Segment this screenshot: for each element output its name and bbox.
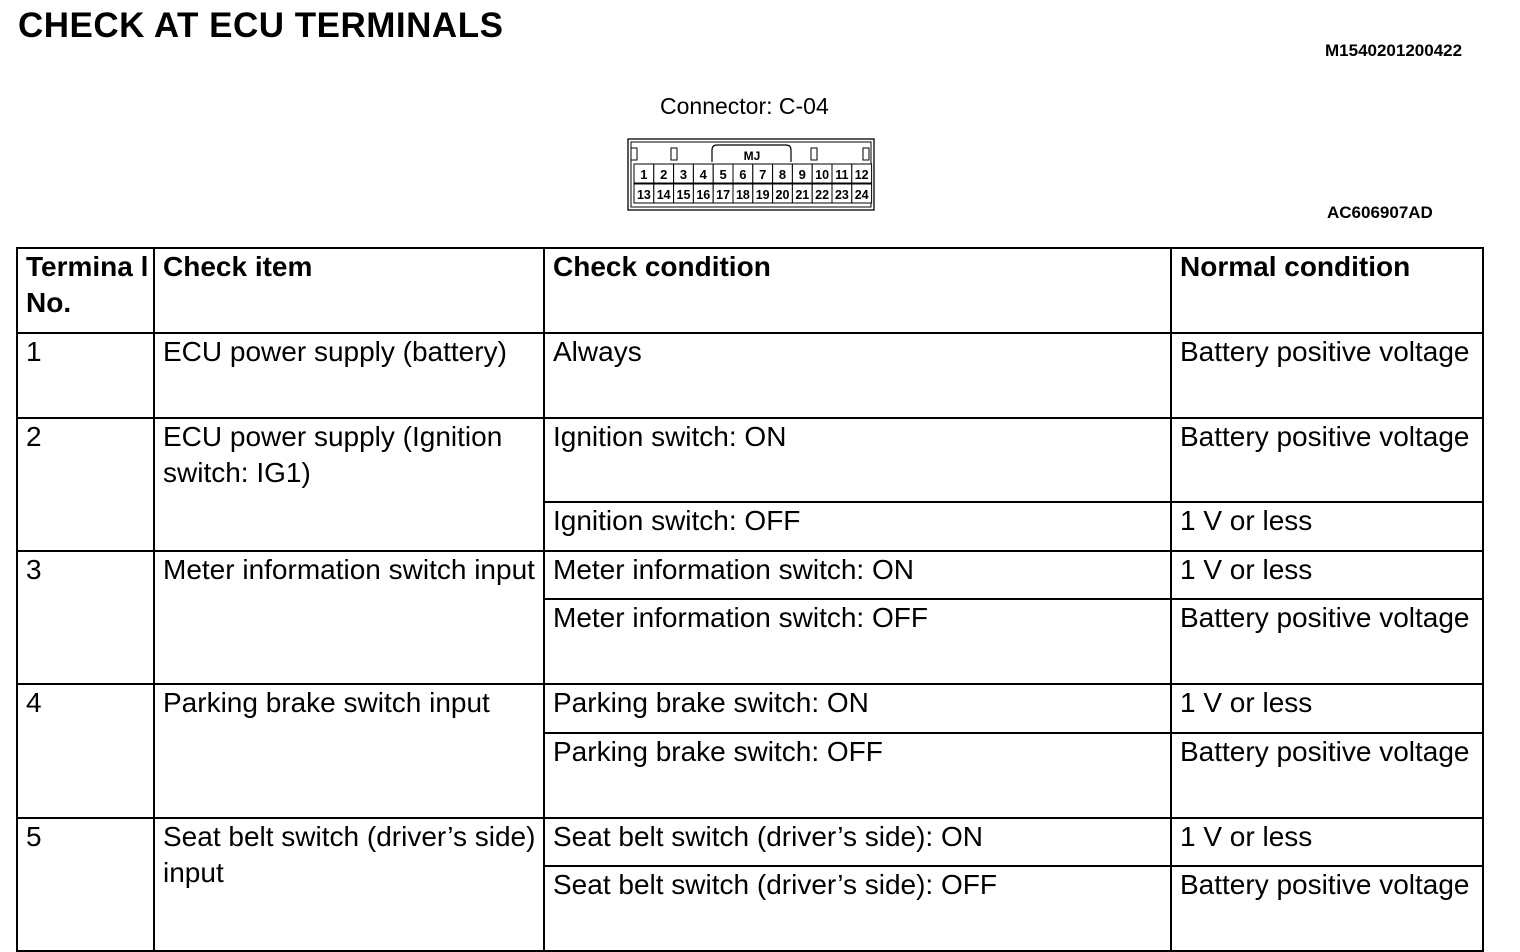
connector-pin-number: 15: [676, 188, 691, 202]
connector-pin-number: 9: [798, 167, 806, 182]
normal-condition: Battery positive voltage: [1171, 333, 1483, 418]
connector-pin-number: 8: [778, 167, 787, 182]
check-item: Parking brake switch input: [154, 684, 544, 818]
normal-condition: Battery positive voltage: [1171, 418, 1483, 502]
connector-pin-number: 5: [719, 167, 727, 182]
connector-pin-number: 7: [759, 167, 767, 182]
header-check-condition: Check condition: [544, 248, 1171, 333]
header-normal-condition: Normal condition: [1171, 248, 1483, 333]
table-header-row: [17, 248, 1483, 333]
normal-condition: Battery positive voltage: [1171, 733, 1483, 818]
normal-condition: Battery positive voltage: [1171, 866, 1483, 951]
table-row: [17, 418, 1483, 502]
connector-pin-number: 16: [696, 188, 711, 202]
connector-pin-number: 17: [716, 188, 731, 202]
pin-grid: [634, 164, 872, 203]
connector-pin-number: 20: [775, 188, 790, 202]
figure-id: AC606907AD: [1327, 203, 1433, 222]
table-row: [17, 818, 1483, 866]
page-title: CHECK AT ECU TERMINALS: [18, 6, 504, 45]
check-condition: Seat belt switch (driver’s side): OFF: [544, 866, 1171, 951]
connector-pin-number: 2: [660, 167, 668, 182]
table-row: [17, 684, 1483, 733]
connector-pin-number: 10: [815, 168, 830, 182]
connector-pin-number: 12: [854, 168, 869, 182]
terminal-number: 2: [17, 418, 154, 551]
connector-pin-number: 6: [739, 167, 747, 182]
normal-condition: 1 V or less: [1171, 502, 1483, 551]
terminal-number: 5: [17, 818, 154, 951]
connector-pin-number: 4: [699, 167, 707, 182]
connector-pin-number: 22: [815, 188, 830, 202]
connector-pin-number: 3: [679, 167, 688, 182]
connector-pin-number: 21: [795, 188, 810, 202]
connector-pin-number: 23: [834, 188, 849, 202]
terminal-check-table: [16, 247, 1484, 952]
check-condition: Seat belt switch (driver’s side): ON: [544, 818, 1171, 866]
check-condition: Meter information switch: ON: [544, 551, 1171, 599]
connector-pin-number: 18: [735, 188, 750, 202]
normal-condition: 1 V or less: [1171, 818, 1483, 866]
normal-condition: 1 V or less: [1171, 551, 1483, 599]
check-condition: Parking brake switch: ON: [544, 684, 1171, 733]
connector-tab: [863, 148, 869, 160]
header-terminal-no: Termina l No.: [17, 248, 154, 333]
check-condition: Ignition switch: OFF: [544, 502, 1171, 551]
terminal-number: 3: [17, 551, 154, 684]
document-id: M1540201200422: [1325, 41, 1463, 60]
connector-pin-number: 11: [835, 168, 849, 182]
normal-condition: 1 V or less: [1171, 684, 1483, 733]
check-item: Seat belt switch (driver’s side) input: [154, 818, 544, 951]
connector-pin-number: 14: [656, 188, 671, 202]
connector-tab: [671, 148, 677, 160]
check-item: Meter information switch input: [154, 551, 544, 684]
header-check-item: Check item: [154, 248, 544, 333]
connector-pin-number: 24: [854, 188, 869, 202]
connector-diagram: [620, 132, 880, 214]
check-condition: Always: [544, 333, 1171, 418]
connector-pin-number: 1: [640, 167, 648, 182]
connector-pin-number: 13: [636, 188, 651, 202]
check-item: ECU power supply (battery): [154, 333, 544, 418]
table-row: [17, 333, 1483, 418]
connector-code: MJ: [743, 149, 761, 163]
connector-tab: [811, 148, 817, 160]
connector-pin-number: 19: [755, 188, 770, 202]
connector-label: Connector: C-04: [660, 93, 829, 119]
table-row: [17, 551, 1483, 599]
check-condition: Ignition switch: ON: [544, 418, 1171, 502]
check-item: ECU power supply (Ignition switch: IG1): [154, 418, 544, 551]
terminal-number: 4: [17, 684, 154, 818]
check-condition: Meter information switch: OFF: [544, 599, 1171, 684]
normal-condition: Battery positive voltage: [1171, 599, 1483, 684]
terminal-number: 1: [17, 333, 154, 418]
connector-tab: [631, 148, 637, 160]
check-condition: Parking brake switch: OFF: [544, 733, 1171, 818]
